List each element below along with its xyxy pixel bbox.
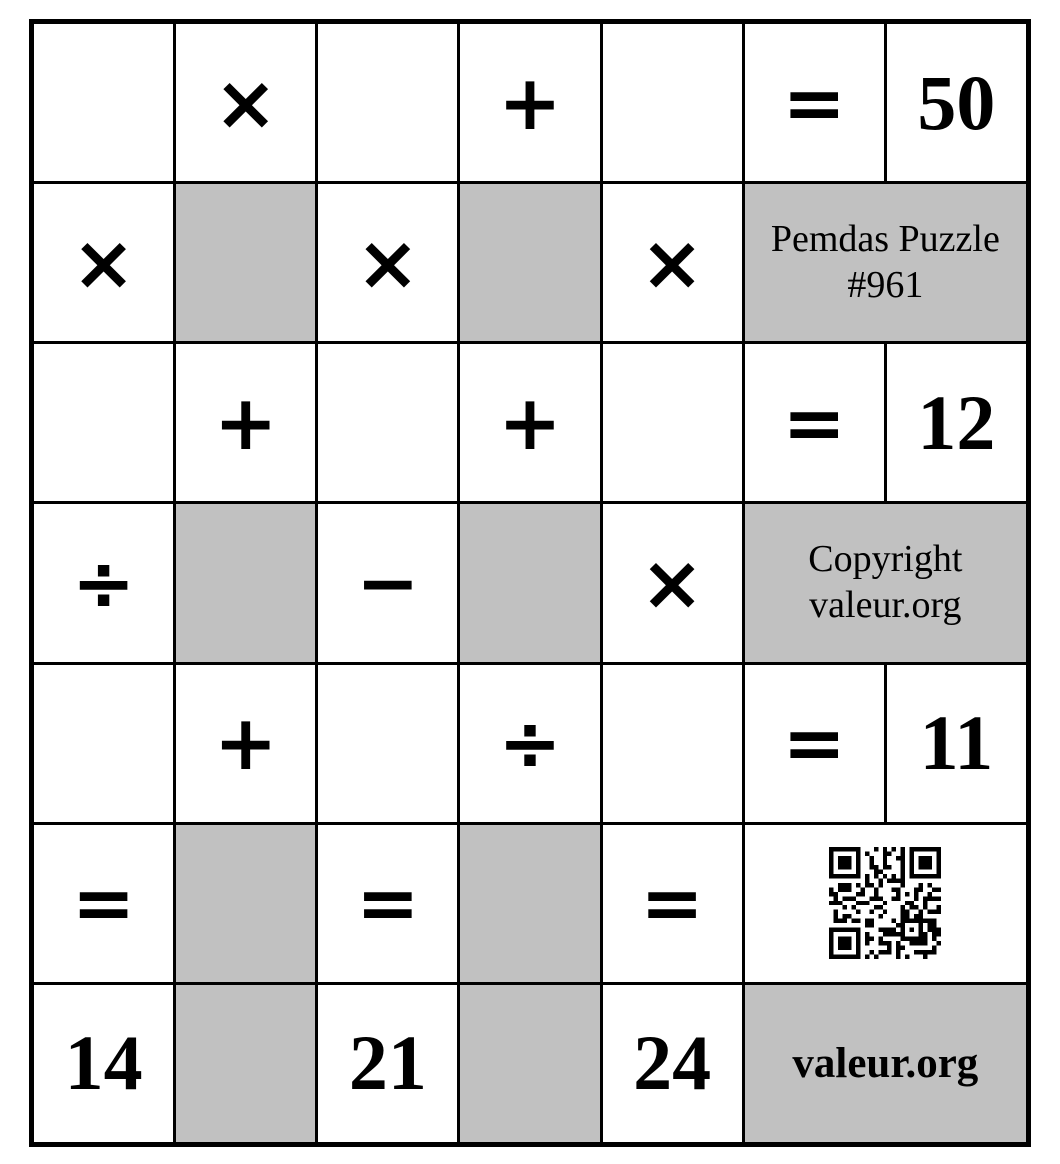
operator-cell-r4c1: ÷	[34, 504, 173, 661]
operator-cell-r1c4: +	[460, 24, 599, 181]
operator-cell-r2c1: ×	[34, 184, 173, 341]
copyright-cell	[745, 504, 1026, 661]
equals-cell-r6c3: =	[318, 825, 457, 982]
operator-cell-r2c5: ×	[603, 184, 742, 341]
result-cell-r7c5: 24	[603, 985, 742, 1142]
pemdas-puzzle-board	[29, 19, 1031, 1147]
answer-cell-r5c1	[34, 665, 173, 822]
answer-cell-r5c3	[318, 665, 457, 822]
brand-cell	[745, 985, 1026, 1142]
result-cell-r5c7: 11	[887, 665, 1026, 822]
puzzle-title-line1: Pemdas Puzzle	[770, 218, 1000, 261]
blocked-cell-r2c4	[460, 184, 599, 341]
result-cell-r7c1: 14	[34, 985, 173, 1142]
copyright-line1: Copyright	[808, 538, 963, 581]
operator-cell-r3c2: +	[176, 344, 315, 501]
operator-cell-r4c5: ×	[603, 504, 742, 661]
result-cell-r7c3: 21	[318, 985, 457, 1142]
blocked-cell-r6c4	[460, 825, 599, 982]
answer-cell-r3c3	[318, 344, 457, 501]
blocked-cell-r7c2	[176, 985, 315, 1142]
answer-cell-r5c5	[603, 665, 742, 822]
operator-cell-r3c4: +	[460, 344, 599, 501]
operator-cell-r4c3: −	[318, 504, 457, 661]
operator-cell-r5c2: +	[176, 665, 315, 822]
qr-code-icon	[829, 847, 941, 959]
blocked-cell-r4c4	[460, 504, 599, 661]
answer-cell-r1c3	[318, 24, 457, 181]
answer-cell-r1c5	[603, 24, 742, 181]
copyright-line2: valeur.org	[809, 583, 962, 626]
puzzle-title-line2: #961	[847, 263, 924, 306]
operator-cell-r2c3: ×	[318, 184, 457, 341]
operator-cell-r5c4: ÷	[460, 665, 599, 822]
blocked-cell-r4c2	[176, 504, 315, 661]
equals-cell-r1c6: =	[745, 24, 884, 181]
answer-cell-r3c5	[603, 344, 742, 501]
puzzle-title-cell	[745, 184, 1026, 341]
equals-cell-r3c6: =	[745, 344, 884, 501]
answer-cell-r3c1	[34, 344, 173, 501]
brand-text: valeur.org	[792, 1039, 979, 1087]
operator-cell-r1c2: ×	[176, 24, 315, 181]
qr-cell	[745, 825, 1026, 982]
blocked-cell-r2c2	[176, 184, 315, 341]
blocked-cell-r6c2	[176, 825, 315, 982]
equals-cell-r6c5: =	[603, 825, 742, 982]
equals-cell-r6c1: =	[34, 825, 173, 982]
result-cell-r1c7: 50	[887, 24, 1026, 181]
blocked-cell-r7c4	[460, 985, 599, 1142]
answer-cell-r1c1	[34, 24, 173, 181]
equals-cell-r5c6: =	[745, 665, 884, 822]
result-cell-r3c7: 12	[887, 344, 1026, 501]
